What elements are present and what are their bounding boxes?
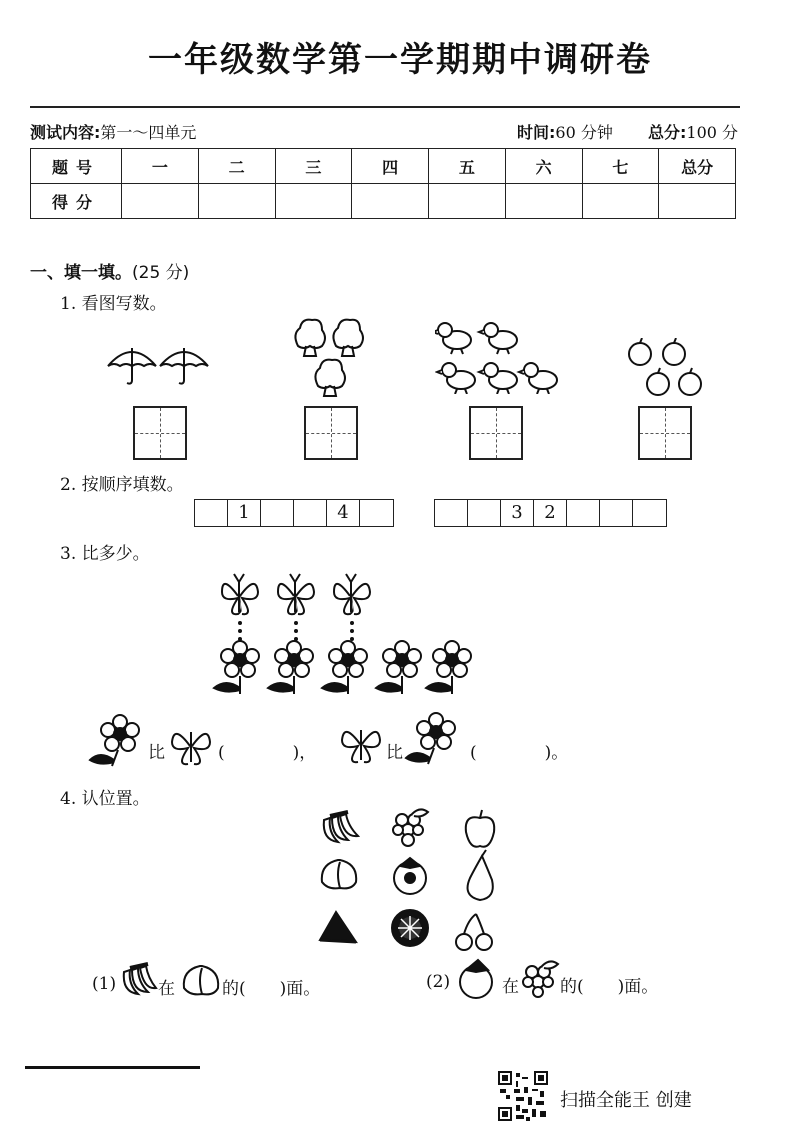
answer-blank-2[interactable]: ( )。 bbox=[470, 743, 569, 763]
score-cell[interactable] bbox=[429, 184, 506, 219]
compare-word: 比 bbox=[148, 743, 165, 763]
peach-icon bbox=[322, 860, 356, 888]
time-label: 时间: bbox=[517, 123, 556, 142]
compare-word: 比 bbox=[386, 743, 403, 763]
score-cell[interactable] bbox=[275, 184, 352, 219]
answer-blank-1[interactable]: ( )， bbox=[218, 743, 317, 763]
sequence-cell[interactable] bbox=[567, 500, 600, 526]
sub-question-1-prefix: (1) bbox=[92, 974, 117, 994]
orange-icon bbox=[392, 910, 428, 946]
test-content-label: 测试内容: bbox=[30, 123, 101, 142]
question-4-label: 4. 认位置。 bbox=[60, 789, 150, 809]
score-table-score-row bbox=[31, 184, 736, 219]
table-cell: 四 bbox=[352, 149, 429, 184]
apple-icon bbox=[466, 810, 494, 847]
sub-question-2-blank[interactable]: 的( )面。 bbox=[560, 977, 659, 997]
score-cell[interactable] bbox=[505, 184, 582, 219]
banana-icon bbox=[120, 962, 158, 998]
score-table bbox=[30, 148, 736, 219]
sub-question-2-prefix: (2) bbox=[426, 972, 451, 992]
cherry-icon bbox=[456, 914, 492, 950]
table-cell: 三 bbox=[275, 149, 352, 184]
table-cell: 一 bbox=[122, 149, 199, 184]
sequence-cell: 2 bbox=[534, 500, 567, 526]
sub-question-2-zai: 在 bbox=[502, 977, 519, 997]
butterfly-icon bbox=[168, 722, 216, 768]
table-cell: 总分 bbox=[659, 149, 736, 184]
sequence-b bbox=[434, 499, 667, 527]
sequence-cell: 4 bbox=[327, 500, 360, 526]
qr-code-icon bbox=[498, 1071, 548, 1121]
fruit-grid bbox=[318, 806, 508, 954]
banana-icon bbox=[324, 812, 358, 842]
scanner-credit: 扫描全能王 创建 bbox=[560, 1090, 692, 1111]
sequence-cell: 1 bbox=[228, 500, 261, 526]
sequence-cell[interactable] bbox=[435, 500, 468, 526]
answer-box[interactable] bbox=[638, 406, 692, 460]
total-value: 100 分 bbox=[686, 123, 739, 142]
pear-icon bbox=[468, 850, 493, 900]
sequence-cell[interactable] bbox=[195, 500, 228, 526]
table-cell: 六 bbox=[505, 149, 582, 184]
table-cell: 二 bbox=[198, 149, 275, 184]
score-cell[interactable] bbox=[659, 184, 736, 219]
divider bbox=[25, 1066, 200, 1069]
tomato-icon bbox=[394, 858, 426, 894]
grape-icon bbox=[522, 960, 560, 998]
tree-icon bbox=[290, 316, 372, 400]
sequence-cell: 3 bbox=[501, 500, 534, 526]
butterfly-icon bbox=[218, 572, 378, 620]
sequence-cell[interactable] bbox=[468, 500, 501, 526]
sub-question-1-blank[interactable]: 的( )面。 bbox=[222, 979, 321, 999]
sequence-cell[interactable] bbox=[261, 500, 294, 526]
sequence-cell[interactable] bbox=[600, 500, 633, 526]
answer-box[interactable] bbox=[304, 406, 358, 460]
butterfly-icon bbox=[338, 720, 386, 766]
section-title: 一、填一填。 bbox=[30, 263, 132, 283]
table-cell: 五 bbox=[429, 149, 506, 184]
table-cell: 七 bbox=[582, 149, 659, 184]
sequence-cell[interactable] bbox=[633, 500, 666, 526]
question-1-label: 1. 看图写数。 bbox=[60, 294, 167, 314]
tomato-icon bbox=[456, 958, 498, 1000]
apple-icon bbox=[626, 338, 706, 400]
score-cell[interactable] bbox=[198, 184, 275, 219]
watermelon-icon bbox=[320, 912, 356, 942]
answer-box[interactable] bbox=[469, 406, 523, 460]
sequence-cell[interactable] bbox=[294, 500, 327, 526]
umbrella-icon bbox=[104, 336, 214, 388]
divider bbox=[30, 106, 740, 108]
sequence-cell[interactable] bbox=[360, 500, 393, 526]
total-score-info bbox=[648, 120, 738, 143]
score-cell[interactable] bbox=[352, 184, 429, 219]
score-cell[interactable] bbox=[582, 184, 659, 219]
score-table-header-row bbox=[31, 149, 736, 184]
table-cell: 题号 bbox=[31, 149, 122, 184]
section-points: (25 分) bbox=[132, 263, 190, 283]
total-label: 总分: bbox=[648, 123, 687, 142]
chick-icon bbox=[435, 318, 559, 394]
time-value: 60 分钟 bbox=[555, 123, 613, 142]
table-cell: 得分 bbox=[31, 184, 122, 219]
grape-icon bbox=[393, 809, 428, 846]
flower-icon bbox=[404, 712, 460, 768]
flower-icon bbox=[88, 714, 144, 768]
flower-icon bbox=[210, 640, 474, 696]
page-title: 一年级数学第一学期期中调研卷 bbox=[148, 40, 652, 80]
time-info bbox=[517, 120, 613, 143]
sequence-a bbox=[194, 499, 394, 527]
sub-question-1-zai: 在 bbox=[158, 979, 175, 999]
test-content-value: 第一～四单元 bbox=[100, 123, 197, 142]
test-content bbox=[30, 120, 196, 143]
question-3-label: 3. 比多少。 bbox=[60, 544, 150, 564]
section-heading bbox=[30, 258, 189, 283]
score-cell[interactable] bbox=[122, 184, 199, 219]
question-2-label: 2. 按顺序填数。 bbox=[60, 475, 184, 495]
peach-icon bbox=[178, 962, 222, 998]
answer-box[interactable] bbox=[133, 406, 187, 460]
